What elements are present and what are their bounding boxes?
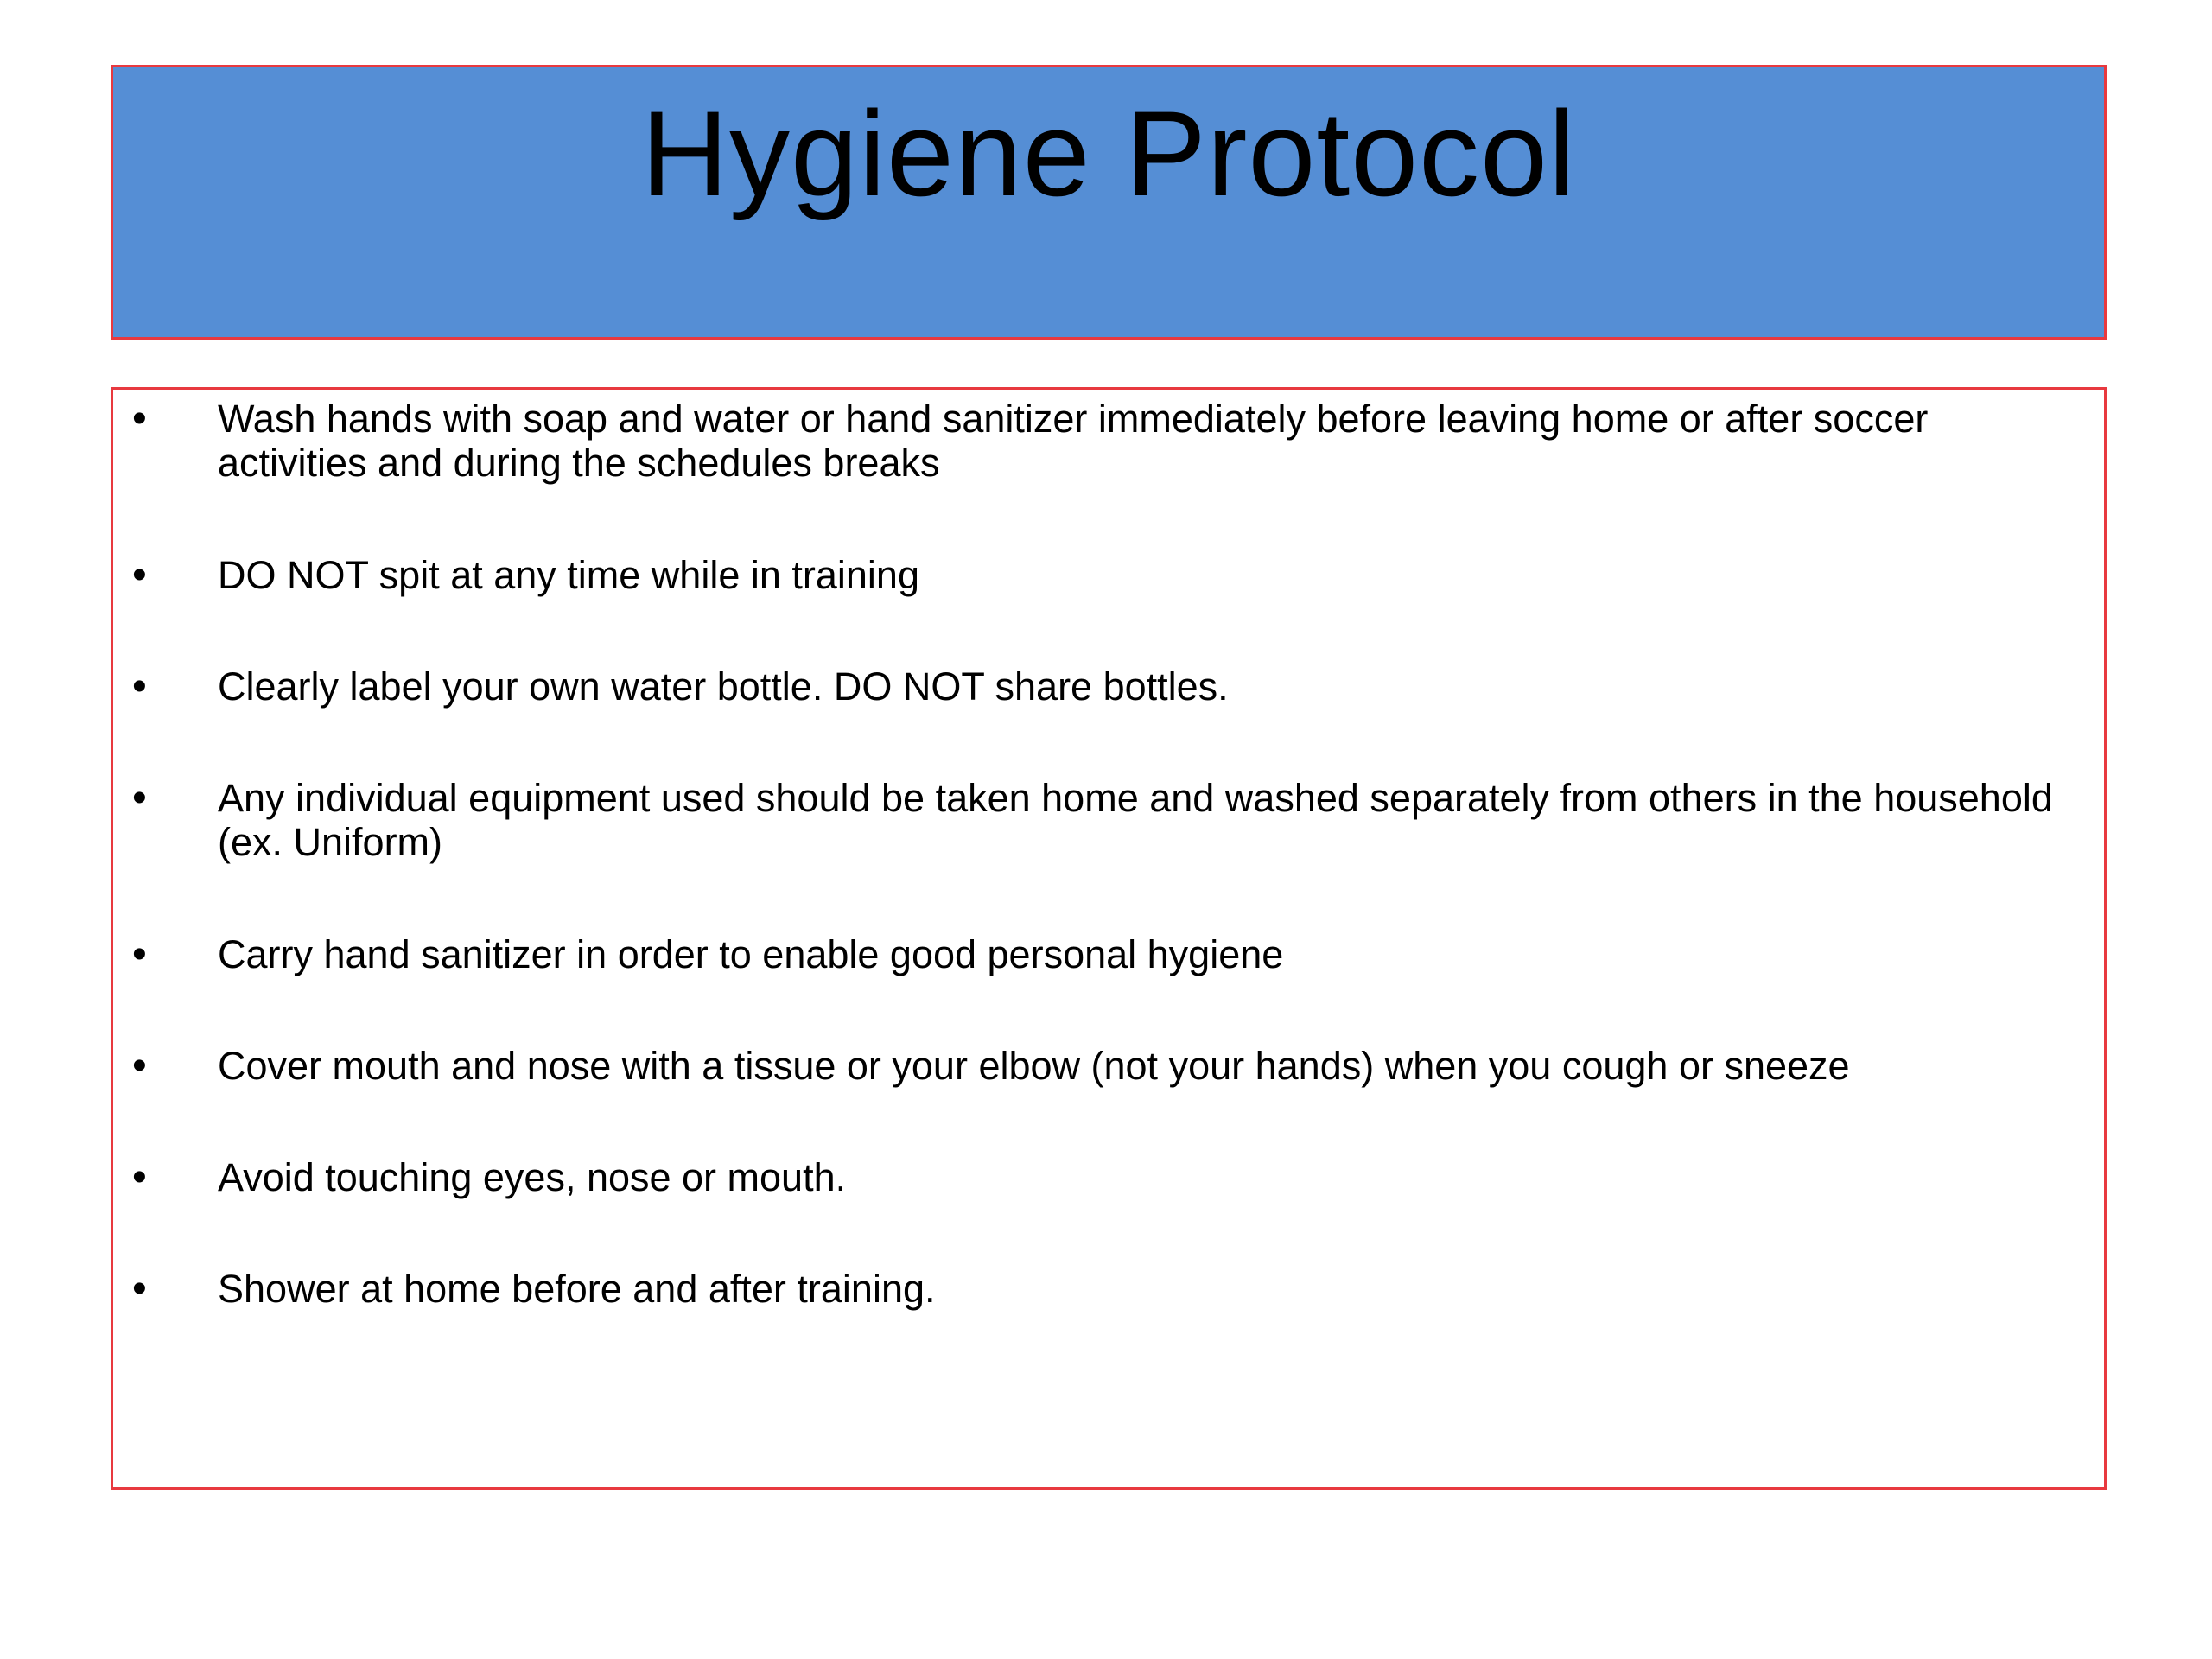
list-item-text: Wash hands with soap and water or hand sanitizer immediately before leaving home or after soccer activities and during the schedules breaks [218,397,1929,485]
bullet-icon: • [132,1154,147,1200]
bullet-icon: • [132,1266,147,1312]
list-item-text: Shower at home before and after training. [218,1267,936,1311]
title-banner [111,65,2107,340]
bullet-icon: • [132,396,147,442]
bullet-content-box [111,387,2107,1490]
bullet-icon: • [132,1043,147,1089]
list-item-text: Carry hand sanitizer in order to enable good personal hygiene [218,932,1284,976]
list-item-text: Any individual equipment used should be taken home and washed separately from others in the household (ex. Uniform) [218,776,2053,864]
bullet-icon: • [132,931,147,977]
bullet-icon: • [132,664,147,709]
bullet-icon: • [132,552,147,598]
list-item-text: DO NOT spit at any time while in training [218,553,919,597]
list-item-text: Avoid touching eyes, nose or mouth. [218,1155,847,1199]
slide-title: Hygiene Protocol [640,86,1577,221]
list-item-text: Cover mouth and nose with a tissue or your elbow (not your hands) when you cough or sneeze [218,1044,1850,1088]
bullet-icon: • [132,775,147,821]
list-item-text: Clearly label your own water bottle. DO NOT share bottles. [218,664,1229,709]
